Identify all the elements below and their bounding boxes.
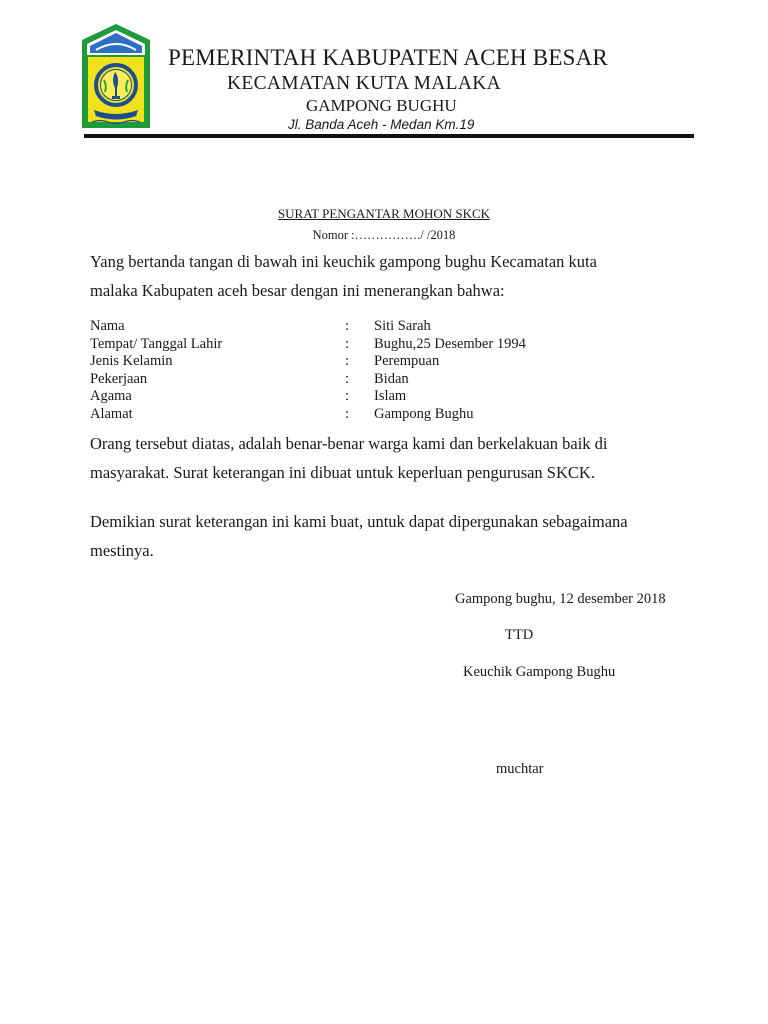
identity-separator: : xyxy=(345,335,350,352)
signatory-role: Keuchik Gampong Bughu xyxy=(463,664,616,680)
identity-value: Siti Sarah xyxy=(374,318,431,334)
district-name: KECAMATAN KUTA MALAKA xyxy=(227,73,502,94)
statement-paragraph xyxy=(90,429,690,487)
intro-paragraph xyxy=(90,247,690,305)
statement-line: masyarakat. Surat keterangan ini dibuat untuk keperluan pengurusan SKCK. xyxy=(90,463,595,482)
office-address: Jl. Banda Aceh - Medan Km.19 xyxy=(288,117,475,132)
aceh-besar-regency-emblem-icon xyxy=(80,22,152,130)
identity-table xyxy=(90,318,690,424)
identity-value: Bidan xyxy=(374,370,409,387)
signatory-name: muchtar xyxy=(496,761,544,777)
identity-row-jenis-kelamin xyxy=(90,353,690,371)
identity-label: Alamat xyxy=(90,405,133,422)
statement-line: Orang tersebut diatas, adalah benar-benar warga kami dan berkelakuan baik di xyxy=(90,434,608,453)
identity-row-ttl xyxy=(90,336,690,354)
identity-row-alamat xyxy=(90,406,690,424)
identity-label: Pekerjaan xyxy=(90,370,148,387)
closing-line: Demikian surat keterangan ini kami buat, untuk dapat dipergunakan sebagaimana xyxy=(90,512,628,531)
identity-value: Gampong Bughu xyxy=(374,405,474,422)
signature-place-date: Gampong bughu, 12 desember 2018 xyxy=(455,591,666,607)
intro-line: malaka Kabupaten aceh besar dengan ini menerangkan bahwa: xyxy=(90,281,505,300)
closing-line: mestinya. xyxy=(90,541,154,560)
identity-row-pekerjaan xyxy=(90,371,690,389)
closing-paragraph xyxy=(90,507,690,565)
identity-separator: : xyxy=(345,353,350,370)
identity-separator: : xyxy=(345,318,350,334)
government-name: PEMERINTAH KABUPATEN ACEH BESAR xyxy=(168,45,608,70)
identity-separator: : xyxy=(345,370,350,387)
identity-label: Agama xyxy=(90,388,132,405)
identity-value: Bughu,25 Desember 1994 xyxy=(374,335,526,352)
identity-label: Tempat/ Tanggal Lahir xyxy=(90,335,223,352)
identity-label: Nama xyxy=(90,318,125,334)
identity-row-nama xyxy=(90,318,690,336)
identity-value: Perempuan xyxy=(374,353,440,370)
letter-title: SURAT PENGANTAR MOHON SKCK xyxy=(277,206,491,221)
identity-value: Islam xyxy=(374,388,407,405)
identity-separator: : xyxy=(345,388,350,405)
letterhead-divider xyxy=(84,134,694,138)
signature-ttd: TTD xyxy=(505,627,534,643)
identity-separator: : xyxy=(345,405,350,422)
village-name: GAMPONG BUGHU xyxy=(306,96,457,115)
letter-number: Nomor :……………./ /2018 xyxy=(312,228,456,242)
intro-line: Yang bertanda tangan di bawah ini keuchik gampong bughu Kecamatan kuta xyxy=(90,252,597,271)
identity-label: Jenis Kelamin xyxy=(90,353,173,370)
identity-row-agama xyxy=(90,388,690,406)
